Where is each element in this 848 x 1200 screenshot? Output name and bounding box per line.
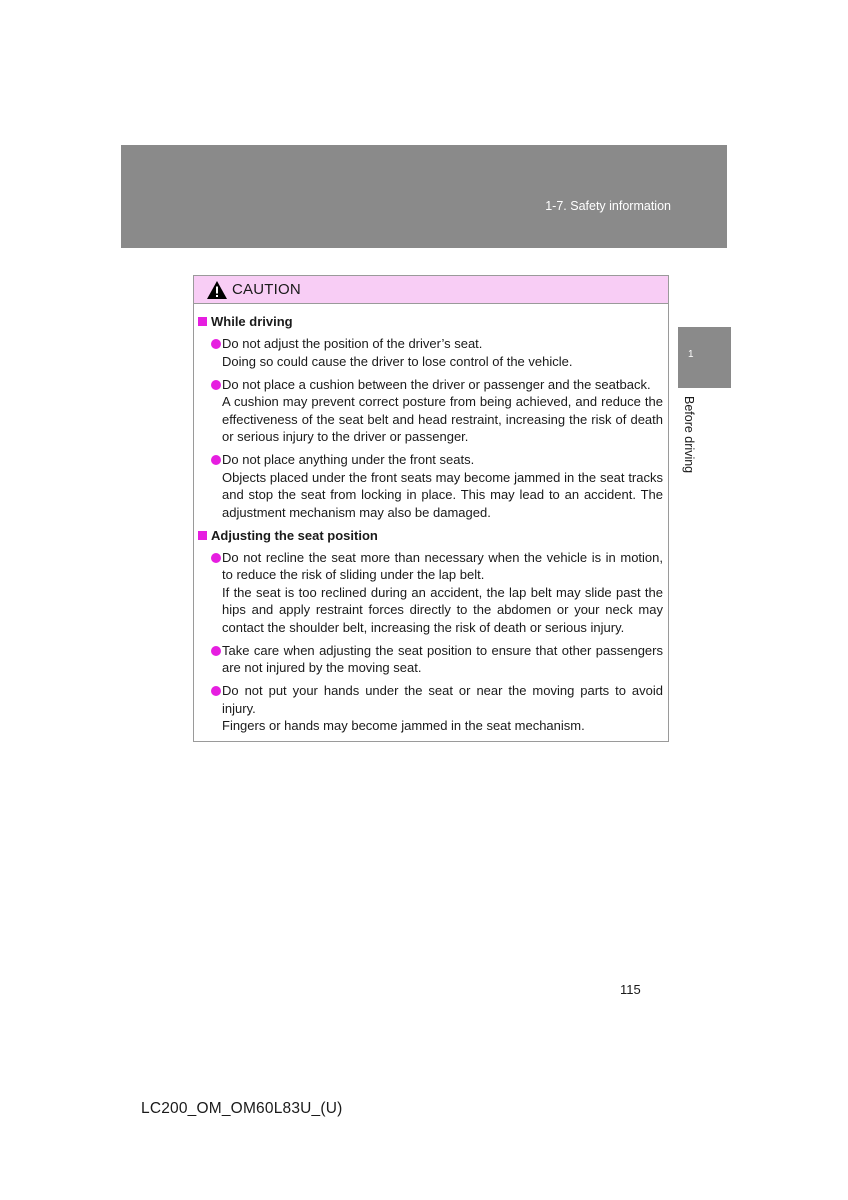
section-heading-label: While driving (211, 314, 293, 329)
item-explanation: If the seat is too reclined during an accident, the lap belt may slide past the hips and apply restraint forces directly to the abdomen or your neck may contact the shoulder belt, increasing the risk of death or serious injury. (222, 584, 663, 635)
round-bullet-icon (211, 339, 221, 349)
warning-triangle-icon (206, 280, 228, 300)
section-heading-label: Adjusting the seat position (211, 527, 378, 543)
item-explanation: A cushion may prevent correct posture from being achieved, and reduce the effectiveness of the seat belt and head restraint, increasing the risk of death or serious injury to the driver or passenger. (222, 394, 663, 444)
item-statement: Do not place anything under the front seats. (222, 452, 475, 467)
caution-box (193, 275, 669, 742)
square-bullet-icon (198, 317, 207, 326)
round-bullet-icon (211, 380, 221, 390)
page-number: 115 (620, 982, 641, 997)
chapter-number: 1 (688, 349, 694, 360)
item-statement: Do not put your hands under the seat or near the moving parts to avoid injury. (222, 683, 663, 716)
list-item (198, 376, 663, 446)
section-title: 1-7. Safety information (545, 199, 671, 213)
item-statement: Do not place a cushion between the driver or passenger and the seatback. (222, 376, 651, 392)
caution-body (194, 304, 668, 735)
list-item (198, 642, 663, 677)
section-heading (198, 527, 663, 544)
round-bullet-icon (211, 553, 221, 563)
header-band (121, 145, 727, 248)
item-statement: Take care when adjusting the seat position to ensure that other passengers are not injured by the moving seat. (222, 642, 663, 675)
item-statement: Do not recline the seat more than necessary when the vehicle is in motion, to reduce the risk of sliding under the lap belt. (222, 549, 663, 582)
item-explanation: Objects placed under the front seats may become jammed in the seat tracks and stop the seat from locking in place. This may lead to an accident. The adjustment mechanism may also be damaged. (222, 469, 663, 520)
item-explanation: Doing so could cause the driver to lose control of the vehicle. (222, 353, 573, 369)
caution-title: CAUTION (232, 281, 301, 298)
list-item (198, 335, 663, 370)
chapter-label: Before driving (682, 396, 696, 474)
section-heading (198, 313, 663, 330)
chapter-tab (678, 327, 731, 388)
document-code: LC200_OM_OM60L83U_(U) (141, 1100, 343, 1117)
round-bullet-icon (211, 455, 221, 465)
square-bullet-icon (198, 531, 207, 540)
round-bullet-icon (211, 646, 221, 656)
list-item (198, 451, 663, 521)
item-explanation: Fingers or hands may become jammed in the seat mechanism. (222, 718, 585, 733)
list-item (198, 549, 663, 637)
item-statement: Do not adjust the position of the driver’s seat. (222, 336, 483, 351)
caution-header (194, 276, 668, 304)
list-item (198, 682, 663, 735)
round-bullet-icon (211, 686, 221, 696)
